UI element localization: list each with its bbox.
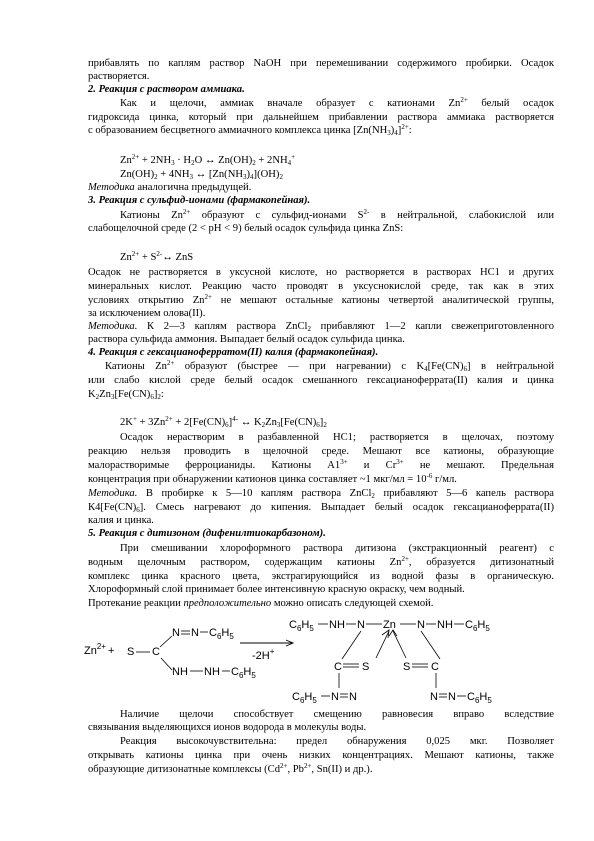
phenyl-group: $C_6H_5$ [231,666,256,680]
text-line: растворяется. [88,71,150,82]
equation: $Zn^{2+}$ + $S^{2-}\leftrightarrow$ ZnS [120,250,194,263]
section-heading: 3. Реакция с сульфид-ионами (фармакопейная). [88,195,311,206]
text-line: Методика аналогична предыдущей. [88,182,252,193]
phenyl-group: $C_6H_5$ [467,691,492,704]
text-line: Наличие щелочи способствует смещению равновесия вправо вследствие [120,709,554,720]
text-line: раствора сульфида аммония. Выпадает белый осадок сульфида цинка. [88,334,405,345]
arrow-label: -2H+ [252,647,275,662]
text-line: Хлороформный слой принимает более интенсивную красную окраску, чем водный. [88,584,465,595]
svg-text:S: S [403,661,411,673]
text-line: минеральных кислот. Реакцию часто проводят в уксуснокислой среде, так как в этих [88,281,554,292]
svg-text:N: N [417,619,425,631]
text-line: реакцию нельзя проводить в щелочной среде. Мешают все катионы, образующие [88,446,554,457]
text-line: Протекание реакции предположительно можно описать следующей схемой. [88,598,434,609]
svg-text:NH: NH [437,619,453,631]
hydrazo-group: NH [172,666,188,678]
section-heading: 2. Реакция с раствором аммиака. [88,84,245,95]
text-line: $K_2Zn_3[Fe(CN)_6]_2$: [88,389,164,401]
svg-text:C: C [334,661,342,673]
text-line: связывания выделяющихся ионов водорода в молекулы воды. [88,722,367,733]
svg-text:N: N [357,619,365,631]
svg-text:S: S [362,661,370,673]
svg-text:N: N [448,691,456,703]
text-line: При смешивании хлороформного раствора дитизона (экстракционный реагент) с [120,543,554,554]
text-line: открывать катионы цинка при очень низких концентрациях. Мешают катионы, также [88,750,554,761]
text-line: концентрация при обнаружении катионов цинка составляет ~1 $мкг/мл = 10^{-6}$ г/мл. [88,472,457,485]
azo-group: N [172,627,180,639]
svg-text:N: N [349,691,357,703]
text-line: образующие дитизонатные комплексы ($Cd^{2+}$, $Pb^{2+}$, Sn(II) и др.). [88,762,373,775]
carbon-atom: C [152,646,160,658]
sulfur-atom: S [127,646,135,658]
dithizone-reaction-scheme [80,614,560,704]
svg-text:NH: NH [329,619,345,631]
phenyl-group: $C_6H_5$ [465,619,490,633]
zinc-ion-label: $Zn^{2+}$ + [84,642,115,657]
section-heading: 5. Реакция с дитизоном (дифенилтиокарбазоном). [88,528,326,539]
zinc-atom: Zn [383,619,396,631]
text-line: Реакция высокочувствительна: предел обнаружения 0,025 мкг. Позволяет [120,736,554,747]
text-line: Методика. В пробирке к 5—10 каплям раствора ZnCl$_2$ прибавляют 5—6 капель раствора [88,488,555,500]
text-line: прибавлять по каплям раствор NaOH при перемешивании содержимого пробирки. Осадок [88,58,554,69]
text-line: условиях открытию $Zn^{2+}$ не мешают остальные катионы четвертой аналитической группы, [88,293,554,306]
svg-text:C: C [431,661,439,673]
svg-text:N: N [191,627,199,639]
text-line: или слабо кислой среде белый осадок смешанного гексацианоферрата(II) калия и цинка [88,375,554,386]
phenyl-group: $C_6H_5$ [292,691,317,704]
text-line: малорастворимые ферроцианиды. Катионы $А1^{3+}$ и $Сr^{3+}$ не мешают. Предельная [88,458,555,471]
phenyl-group: $C_6H_5$ [289,619,314,633]
text-line: калия и цинка. [88,515,154,526]
svg-text:N: N [331,691,339,703]
text-line: Осадок не растворяется в уксусной кислоте, но растворяется в растворах НС1 и других [88,267,554,278]
equation: $Zn^{2+} + 2NH_3 \cdot H_2O$ ↔ $Zn(OH)_2 + 2NH_4^+$ [120,153,296,167]
text-line: слабощелочной среде (2 < pH < 9) белый осадок сульфида цинка ZnS: [88,223,404,234]
section-heading: 4. Реакция с гексацианоферратом(II) калия (фармакопейная). [88,347,379,358]
equation: $Zn(OH)_2 + 4NH_3$ ↔ $[Zn(NH_3)_4](OH)_2$ [120,169,283,181]
svg-text:N: N [430,691,438,703]
text-line: $К4[Fe(CN)_6]$. Смесь нагревают до кипения. Выпадает белый осадок гексацианоферрата(II) [88,502,554,514]
text-line: Осадок нерастворим в разбавленной НС1; растворяется в щелочах, поэтому [120,432,554,443]
text-line: комплекс цинка красного цвета, экстрагирующийся из водной фазы в органическую. [88,571,554,582]
text-line: Как и щелочи, аммиак вначале образует с катионами $Zn^{2+}$ белый осадок [120,96,554,109]
text-line: Методика. К 2—3 каплям раствора ZnCl$_2$ прибавляют 1—2 капли свежеприготовленного [88,321,554,333]
text-line: за исключением олова(II). [88,308,206,319]
text-line: водным щелочным раствором, содержащим катионы $Zn^{2+}$, образуется дитизонатный [88,555,554,568]
equation: $2K^+ + 3Zn^{2+} + 2[Fe(CN)_6]^{4-}$ ↔ $K_2Zn_3[Fe(CN)_6]_2$ [120,415,327,429]
text-line: Катионы $Zn^{2+}$ образуют с сульфид-ионами $S^{2-}$ в нейтральной, слабокислой или [120,208,554,221]
phenyl-group: $C_6H_5$ [209,627,234,641]
svg-text:NH: NH [204,666,220,678]
text-line: гидроксида цинка, который при дальнейшем прибавлении раствора аммиака растворяется [88,112,554,123]
text-line: Катионы $Zn^{2+}$ образуют (быстрее — при нагревании) с $K_4[Fe(CN)_6]$ в нейтральной [105,359,554,373]
text-line: с образованием бесцветного аммиачного комплекса цинка $[Zn(NH_3)_4]^{2+}$: [88,123,412,137]
